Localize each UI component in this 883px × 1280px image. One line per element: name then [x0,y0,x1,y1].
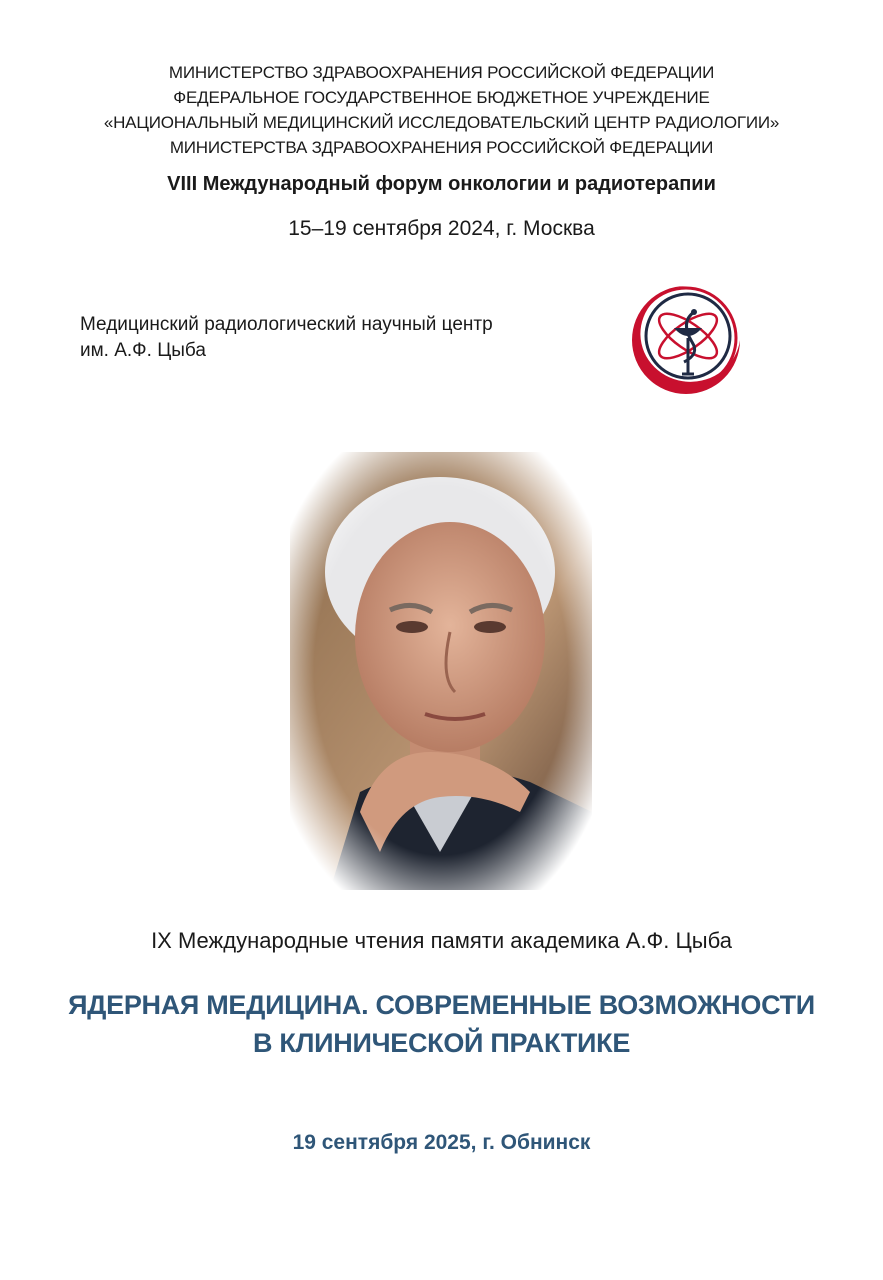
header-line: ФЕДЕРАЛЬНОЕ ГОСУДАРСТВЕННОЕ БЮДЖЕТНОЕ УЧРЕЖДЕНИЕ [173,88,710,107]
event-date: 19 сентября 2025, г. Обнинск [292,1131,591,1154]
main-title-line: В КЛИНИЧЕСКОЙ ПРАКТИКЕ [252,1028,631,1058]
main-title-line: ЯДЕРНАЯ МЕДИЦИНА. СОВРЕМЕННЫЕ ВОЗМОЖНОСТИ [68,990,815,1020]
portrait-photo [290,452,592,890]
header-line: МИНИСТЕРСТВА ЗДРАВООХРАНЕНИЯ РОССИЙСКОЙ ФЕДЕРАЦИИ [169,138,714,157]
center-name-line: Медицинский радиологический научный центр [80,314,493,335]
center-name [80,312,493,364]
center-name-line: им. А.Ф. Цыба [80,340,206,361]
forum-dates: 15–19 сентября 2024, г. Москва [288,217,595,240]
atom-caduceus-logo-icon [624,282,748,394]
header-line: «НАЦИОНАЛЬНЫЙ МЕДИЦИНСКИЙ ИССЛЕДОВАТЕЛЬСКИЙ ЦЕНТР РАДИОЛОГИИ» [103,113,780,132]
forum-title: VIII Международный форум онкологии и радиотерапии [167,173,716,195]
readings-subtitle: IX Международные чтения памяти академика А.Ф. Цыба [151,928,732,953]
header-line: МИНИСТЕРСТВО ЗДРАВООХРАНЕНИЯ РОССИЙСКОЙ ФЕДЕРАЦИИ [168,63,715,82]
ministry-header [0,60,883,160]
main-title [0,986,883,1062]
